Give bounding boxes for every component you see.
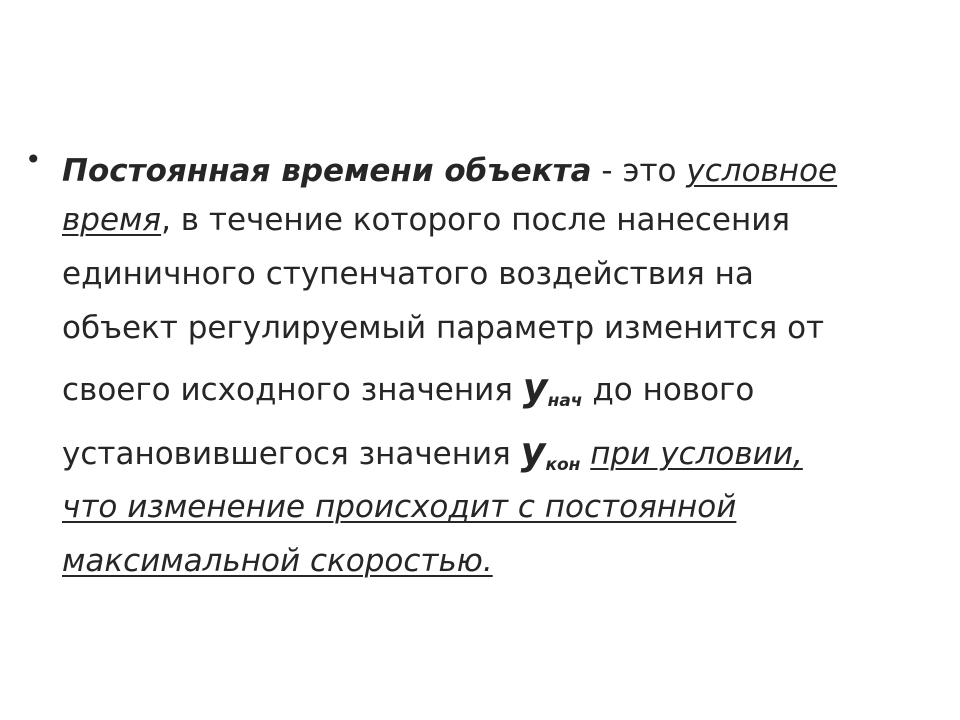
subscript-initial: нач <box>547 391 583 411</box>
line-8 <box>62 543 493 579</box>
bullet-icon: • <box>25 143 42 176</box>
line-5-pre: своего исходного значения <box>62 372 523 408</box>
underlined-phrase-2: время <box>62 202 162 238</box>
underlined-phrase-3: при условии, <box>590 436 803 472</box>
line-3 <box>62 256 754 292</box>
underlined-phrase-4: что изменение происходит с постоянной <box>62 489 737 525</box>
line-5 <box>62 365 755 411</box>
variable-y-final: у <box>520 429 546 473</box>
defined-term: Постоянная времени объекта <box>62 153 592 189</box>
dash-text: - это <box>591 153 687 189</box>
line-1 <box>62 153 838 189</box>
line-2 <box>62 202 791 238</box>
line-4-text: объект регулируемый параметр изменится от <box>62 310 825 346</box>
line-5-post: до нового <box>582 372 755 408</box>
line-7 <box>62 489 737 525</box>
subscript-final: кон <box>545 455 581 475</box>
underlined-phrase-5: максимальной скоростью. <box>62 543 493 579</box>
line-6-pre: установившегося значения <box>62 436 521 472</box>
line-2-text: , в течение которого после нанесения <box>161 202 791 238</box>
underlined-phrase-1: условное <box>686 153 838 189</box>
line-6 <box>62 429 803 475</box>
variable-y-initial: у <box>522 365 548 409</box>
line-4 <box>62 310 825 346</box>
line-3-text: единичного ступенчатого воздействия на <box>62 256 754 292</box>
